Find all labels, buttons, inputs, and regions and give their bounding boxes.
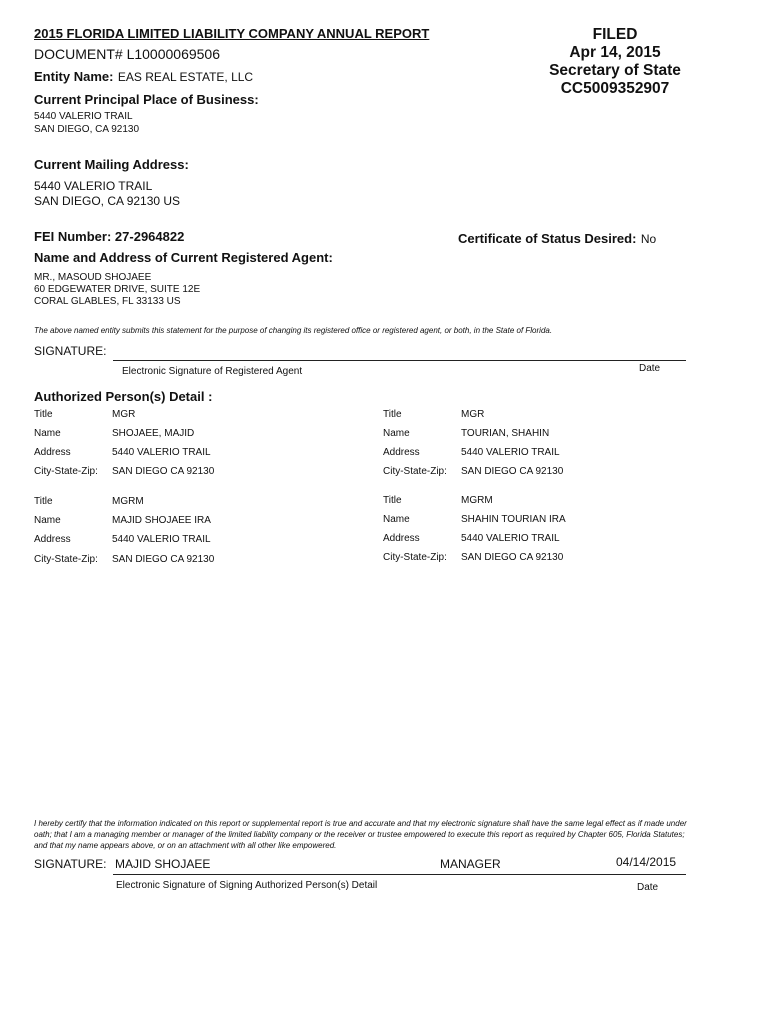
person-3-address: 5440 VALERIO TRAIL [112,534,211,545]
person-3-title: MGRM [112,496,144,507]
filed-date: Apr 14, 2015 [569,44,661,61]
filed-stamp [500,26,730,98]
person-2-address: 5440 VALERIO TRAIL [461,447,560,458]
final-signature-role: MANAGER [440,857,501,871]
person-3-title-label: Title [34,496,53,507]
filed-office: Secretary of State [549,62,681,79]
mailing-line1: 5440 VALERIO TRAIL [34,179,153,193]
fei-label: FEI Number: [34,229,112,244]
final-signature-line [113,874,686,875]
person-1-name: SHOJAEE, MAJID [112,428,195,439]
person-1-address: 5440 VALERIO TRAIL [112,447,211,458]
agent-line1: MR., MASOUD SHOJAEE [34,272,152,283]
authorized-heading: Authorized Person(s) Detail : [34,389,213,404]
certification-text: I hereby certify that the information indicated on this report or supplemental report is true and accurate and that my electronic signature shall have the same legal effect as if made under oath; that I am a managing member or manager of the limited liability company or the receiver or trustee empowered to execute this report as required by Chapter 605, Florida Statutes; and that my name appears above, or on an attachment with all other like empowered. [34,819,687,850]
person-1-csz-label: City-State-Zip: [34,466,98,477]
final-signature-name: MAJID SHOJAEE [115,857,211,871]
person-1-name-label: Name [34,428,61,439]
agent-date-label: Date [639,363,661,374]
person-4-name: SHAHIN TOURIAN IRA [461,514,566,525]
final-signature-label: SIGNATURE: [34,857,107,871]
mailing-label: Current Mailing Address: [34,157,189,172]
person-4-csz: SAN DIEGO CA 92130 [461,552,564,563]
person-3-csz-label: City-State-Zip: [34,554,98,565]
person-4-name-label: Name [383,514,410,525]
person-4-csz-label: City-State-Zip: [383,552,447,563]
person-4-address: 5440 VALERIO TRAIL [461,533,560,544]
person-3-name-label: Name [34,515,61,526]
person-2-csz-label: City-State-Zip: [383,466,447,477]
person-4-address-label: Address [383,533,420,544]
person-2-title: MGR [461,409,485,420]
final-signature-caption: Electronic Signature of Signing Authorized Person(s) Detail [116,880,378,891]
person-1-title-label: Title [34,409,53,420]
agent-signature-line [113,360,686,361]
report-title: 2015 FLORIDA LIMITED LIABILITY COMPANY ANNUAL REPORT [34,26,430,41]
mailing-line2: SAN DIEGO, CA 92130 US [34,194,181,208]
document-number-line [34,46,220,62]
principal-line1: 5440 VALERIO TRAIL [34,111,133,122]
person-3-address-label: Address [34,534,71,545]
person-4-title: MGRM [461,495,493,506]
document-label: DOCUMENT# [34,46,123,62]
person-2-title-label: Title [383,409,402,420]
agent-signature-label: SIGNATURE: [34,344,107,358]
fei-line [34,229,184,244]
agent-line2: 60 EDGEWATER DRIVE, SUITE 12E [34,284,201,295]
person-2-address-label: Address [383,447,420,458]
person-3-name: MAJID SHOJAEE IRA [112,515,211,526]
document-number: L10000069506 [126,46,220,62]
agent-label: Name and Address of Current Registered Agent: [34,250,333,265]
certificate-line [458,230,656,248]
person-2-name: TOURIAN, SHAHIN [461,428,550,439]
person-4-title-label: Title [383,495,402,506]
final-signature-date: 04/14/2015 [616,855,677,869]
person-3-csz: SAN DIEGO CA 92130 [112,554,215,565]
agent-signature-caption: Electronic Signature of Registered Agent [122,366,303,377]
person-2-name-label: Name [383,428,410,439]
final-date-label: Date [637,882,659,893]
person-1-title: MGR [112,409,136,420]
certificate-label: Certificate of Status Desired: [458,231,637,246]
entity-name-line [34,68,253,86]
principal-label: Current Principal Place of Business: [34,92,259,107]
fei-number: 27-2964822 [114,229,185,244]
principal-line2: SAN DIEGO, CA 92130 [34,124,140,135]
certificate-value: No [640,232,657,246]
filed-status: FILED [592,26,638,43]
person-1-address-label: Address [34,447,71,458]
filed-number: CC5009352907 [560,80,670,97]
agent-line3: CORAL GLABLES, FL 33133 US [34,296,181,307]
entity-name: EAS REAL ESTATE, LLC [117,70,254,84]
person-2-csz: SAN DIEGO CA 92130 [461,466,564,477]
entity-label: Entity Name: [34,69,114,84]
person-1-csz: SAN DIEGO CA 92130 [112,466,215,477]
agent-statement: The above named entity submits this statement for the purpose of changing its registered office or registered agent, or both, in the State of Florida. [34,326,553,335]
